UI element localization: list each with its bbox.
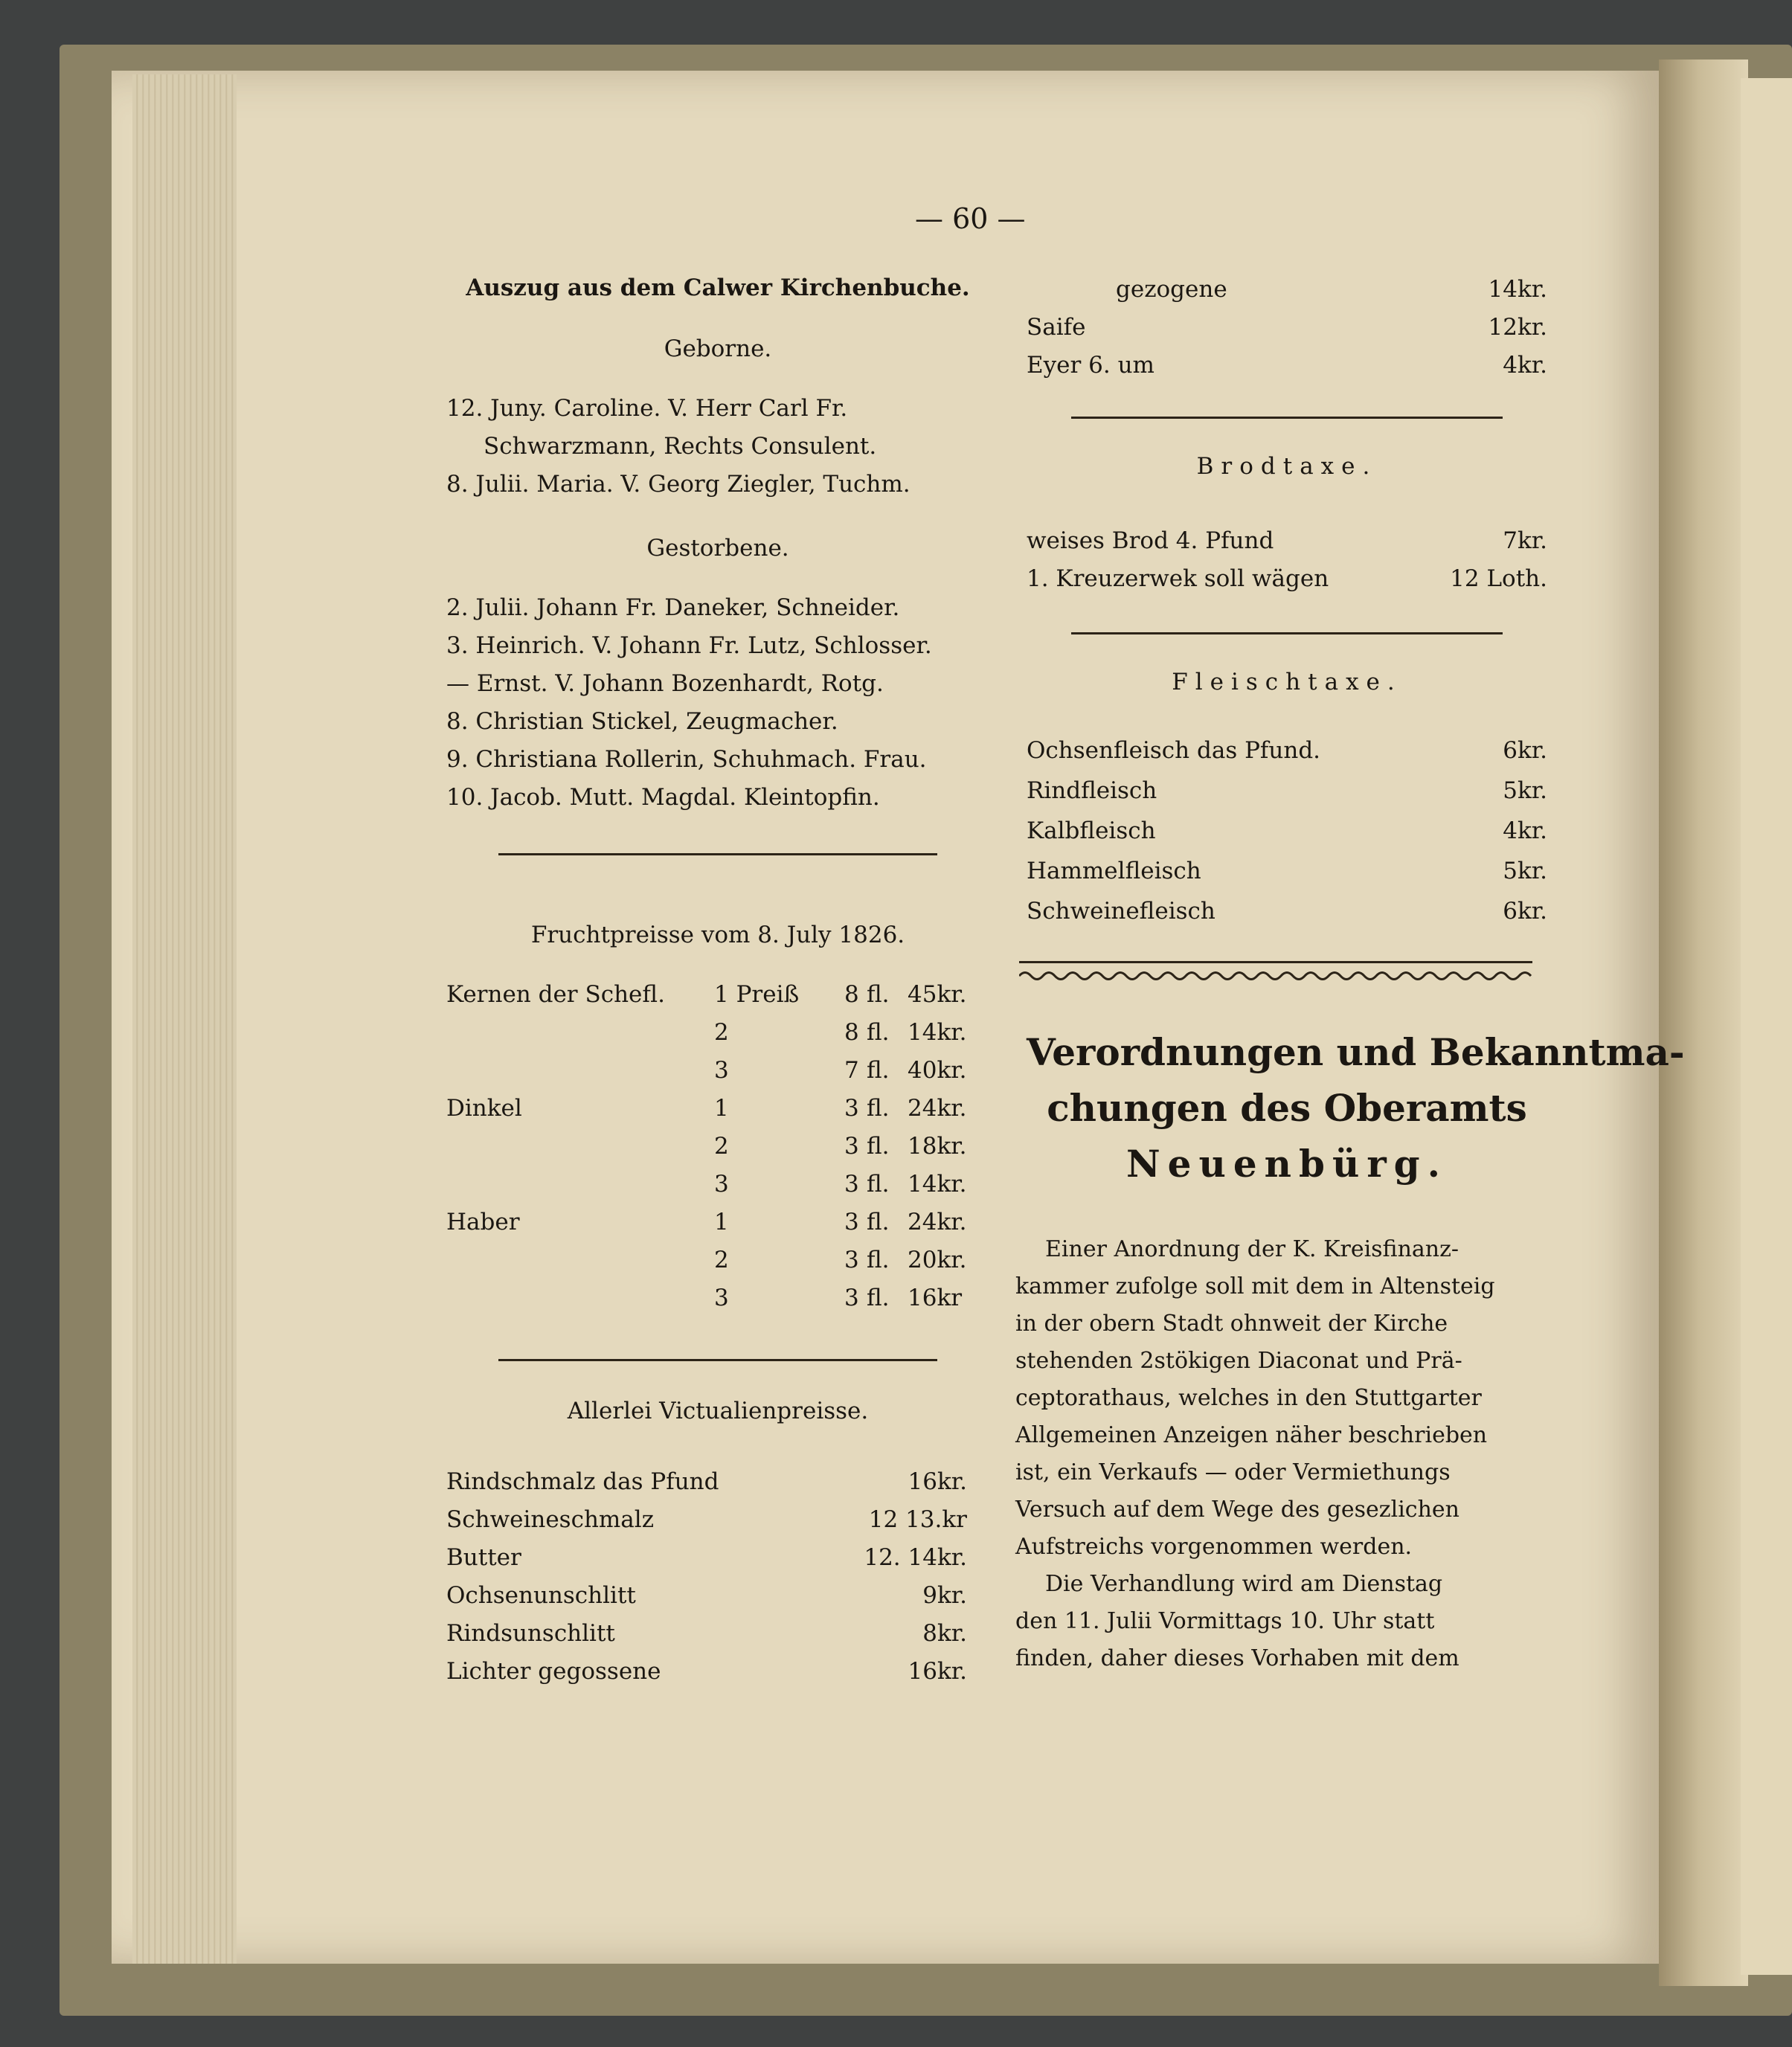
price-florin: 3	[844, 1209, 859, 1235]
victual-label: Ochsenunschlitt	[446, 1582, 636, 1609]
victual-row	[446, 1613, 967, 1654]
price-rank: 1	[714, 1209, 729, 1235]
item-price: 12kr.	[1488, 314, 1547, 341]
paragraph-line: den 11. Julii Vormittags 10. Uhr statt	[1015, 1608, 1435, 1634]
announcement-title	[1027, 1026, 1685, 1198]
victual-row	[446, 1537, 967, 1578]
bread-label: weises Brod 4. Pfund	[1027, 527, 1274, 554]
price-row	[1027, 307, 1547, 347]
price-row	[1027, 345, 1547, 385]
price-rank: 1 Preiß	[714, 981, 800, 1008]
victual-price: 9kr.	[922, 1582, 967, 1609]
price-rank: 2	[714, 1133, 729, 1160]
price-florin: 7	[844, 1057, 859, 1084]
paragraph-line: Einer Anordnung der K. Kreisfinanz-	[1045, 1236, 1459, 1262]
victual-price: 16kr.	[908, 1658, 967, 1685]
bread-row	[1027, 559, 1547, 599]
victual-row	[446, 1462, 967, 1502]
book-gutter	[1659, 60, 1748, 1986]
price-kreuzer: 20kr.	[908, 1247, 967, 1273]
deceased-line: 3. Heinrich. V. Johann Fr. Lutz, Schlosser.	[446, 632, 932, 659]
ornamental-rule	[1019, 967, 1540, 985]
section-divider	[1019, 961, 1532, 963]
section-divider	[498, 853, 937, 855]
born-line: Schwarzmann, Rechts Consulent.	[484, 433, 877, 460]
price-kreuzer: 14kr.	[908, 1171, 967, 1198]
bread-label: 1. Kreuzerwek soll wägen	[1027, 565, 1329, 592]
price-rank: 3	[714, 1285, 729, 1311]
florin-unit: fl.	[867, 1095, 890, 1122]
price-kreuzer: 24kr.	[908, 1209, 967, 1235]
price-row	[446, 1012, 989, 1053]
price-rank: 2	[714, 1019, 729, 1046]
bread-row	[1027, 521, 1547, 561]
meat-label: Hammelfleisch	[1027, 858, 1201, 884]
victual-label: Lichter gegossene	[446, 1658, 661, 1685]
bread-tax	[1027, 446, 1547, 602]
price-kreuzer: 45kr.	[908, 981, 967, 1008]
price-rank: 1	[714, 1095, 729, 1122]
paragraph-line: Allgemeinen Anzeigen näher beschrieben	[1015, 1422, 1488, 1448]
price-kreuzer: 16kr	[908, 1285, 963, 1311]
item-label: gezogene	[1116, 276, 1227, 303]
victual-price: 12 13.kr	[868, 1506, 967, 1533]
price-row	[1027, 269, 1547, 309]
meat-price: 6kr.	[1503, 737, 1547, 764]
item-label: Saife	[1027, 314, 1086, 341]
grain-label: Haber	[446, 1209, 520, 1235]
deceased-heading: Gestorbene.	[646, 535, 789, 562]
florin-unit: fl.	[867, 1171, 890, 1198]
price-rank: 3	[714, 1171, 729, 1198]
victual-price: 12. 14kr.	[864, 1544, 967, 1571]
meat-row	[1027, 851, 1547, 891]
meat-price: 5kr.	[1503, 858, 1547, 884]
deceased-line: 9. Christiana Rollerin, Schuhmach. Frau.	[446, 746, 927, 773]
title-line: Verordnungen und Bekanntma-	[1027, 1030, 1685, 1074]
title-line: Neuenbürg.	[1125, 1142, 1448, 1186]
price-florin: 3	[844, 1285, 859, 1311]
section-divider	[498, 1359, 937, 1361]
victual-row	[446, 1500, 967, 1540]
paragraph-line: Aufstreichs vorgenommen werden.	[1015, 1534, 1413, 1560]
price-row	[446, 1278, 989, 1318]
price-row	[446, 1126, 989, 1166]
florin-unit: fl.	[867, 1019, 890, 1046]
grain-label: Dinkel	[446, 1095, 522, 1122]
born-line: 12. Juny. Caroline. V. Herr Carl Fr.	[446, 395, 848, 422]
paragraph-line: stehenden 2stökigen Diaconat und Prä-	[1015, 1348, 1462, 1374]
meat-row	[1027, 771, 1547, 811]
florin-unit: fl.	[867, 981, 890, 1008]
price-row	[446, 1240, 989, 1280]
meat-price: 4kr.	[1503, 817, 1547, 844]
item-price: 4kr.	[1503, 352, 1547, 379]
price-kreuzer: 18kr.	[908, 1133, 967, 1160]
meat-heading: Fleischtaxe.	[1172, 669, 1402, 695]
deceased-line: 8. Christian Stickel, Zeugmacher.	[446, 708, 838, 735]
meat-price: 6kr.	[1503, 898, 1547, 925]
page-edges	[132, 74, 237, 1964]
price-row	[446, 1088, 989, 1128]
fruit-prices-table	[446, 915, 989, 1331]
price-row	[446, 1050, 989, 1090]
bread-heading: Brodtaxe.	[1196, 453, 1378, 480]
fruit-prices-heading: Fruchtpreisse vom 8. July 1826.	[530, 922, 905, 948]
price-florin: 3	[844, 1095, 859, 1122]
paragraph-line: Versuch auf dem Wege des gesezlichen	[1015, 1497, 1459, 1523]
born-heading: Geborne.	[664, 335, 772, 362]
church-record-heading: Auszug aus dem Calwer Kirchenbuche.	[466, 274, 970, 301]
price-florin: 3	[844, 1133, 859, 1160]
meat-row	[1027, 730, 1547, 771]
price-row	[446, 974, 989, 1015]
florin-unit: fl.	[867, 1209, 890, 1235]
victual-price: 8kr.	[922, 1620, 967, 1647]
price-florin: 8	[844, 981, 859, 1008]
victual-row	[446, 1651, 967, 1691]
deceased-line: 2. Julii. Johann Fr. Daneker, Schneider.	[446, 594, 900, 621]
victual-label: Schweineschmalz	[446, 1506, 655, 1533]
meat-label: Rindfleisch	[1027, 777, 1157, 804]
next-page-edge	[1741, 78, 1792, 1975]
florin-unit: fl.	[867, 1057, 890, 1084]
announcement-body	[1015, 1231, 1551, 1752]
meat-label: Schweinefleisch	[1027, 898, 1215, 925]
price-kreuzer: 40kr.	[908, 1057, 967, 1084]
victual-price: 16kr.	[908, 1468, 967, 1495]
item-price: 14kr.	[1488, 276, 1547, 303]
price-florin: 3	[844, 1171, 859, 1198]
right-column-prices	[1027, 269, 1547, 388]
meat-label: Ochsenfleisch das Pfund.	[1027, 737, 1321, 764]
section-divider	[1071, 417, 1503, 419]
victual-label: Rindschmalz das Pfund	[446, 1468, 719, 1495]
paragraph-line: finden, daher dieses Vorhaben mit dem	[1015, 1645, 1459, 1671]
victual-label: Butter	[446, 1544, 521, 1571]
title-line: chungen des Oberamts	[1047, 1086, 1527, 1130]
florin-unit: fl.	[867, 1247, 890, 1273]
paragraph-line: ist, ein Verkaufs — oder Vermiethungs	[1015, 1459, 1451, 1485]
florin-unit: fl.	[867, 1133, 890, 1160]
paragraph-line: in der obern Stadt ohnweit der Kirche	[1015, 1311, 1448, 1337]
bread-price: 12 Loth.	[1450, 565, 1547, 592]
meat-price: 5kr.	[1503, 777, 1547, 804]
meat-label: Kalbfleisch	[1027, 817, 1156, 844]
victuals-table	[446, 1391, 967, 1711]
paragraph-line: ceptorathaus, welches in den Stuttgarter	[1015, 1385, 1482, 1411]
price-kreuzer: 14kr.	[908, 1019, 967, 1046]
victuals-heading: Allerlei Victualienpreisse.	[567, 1398, 869, 1424]
price-row	[446, 1164, 989, 1204]
price-florin: 3	[844, 1247, 859, 1273]
item-label: Eyer 6. um	[1027, 352, 1154, 379]
paragraph-line: Die Verhandlung wird am Dienstag	[1045, 1571, 1443, 1597]
meat-row	[1027, 891, 1547, 931]
meat-row	[1027, 811, 1547, 851]
deceased-line: — Ernst. V. Johann Bozenhardt, Rotg.	[446, 670, 884, 697]
price-rank: 3	[714, 1057, 729, 1084]
price-florin: 8	[844, 1019, 859, 1046]
born-line: 8. Julii. Maria. V. Georg Ziegler, Tuchm.	[446, 471, 911, 498]
price-row	[446, 1202, 989, 1242]
deceased-line: 10. Jacob. Mutt. Magdal. Kleintopfin.	[446, 784, 880, 811]
meat-tax	[1027, 662, 1547, 930]
florin-unit: fl.	[867, 1285, 890, 1311]
page-number: — 60 —	[915, 202, 1026, 235]
victual-row	[446, 1575, 967, 1616]
price-rank: 2	[714, 1247, 729, 1273]
victual-label: Rindsunschlitt	[446, 1620, 615, 1647]
grain-label: Kernen der Schefl.	[446, 981, 665, 1008]
paragraph-line: kammer zufolge soll mit dem in Altensteig	[1015, 1273, 1495, 1299]
price-kreuzer: 24kr.	[908, 1095, 967, 1122]
bread-price: 7kr.	[1503, 527, 1547, 554]
section-divider	[1071, 632, 1503, 634]
